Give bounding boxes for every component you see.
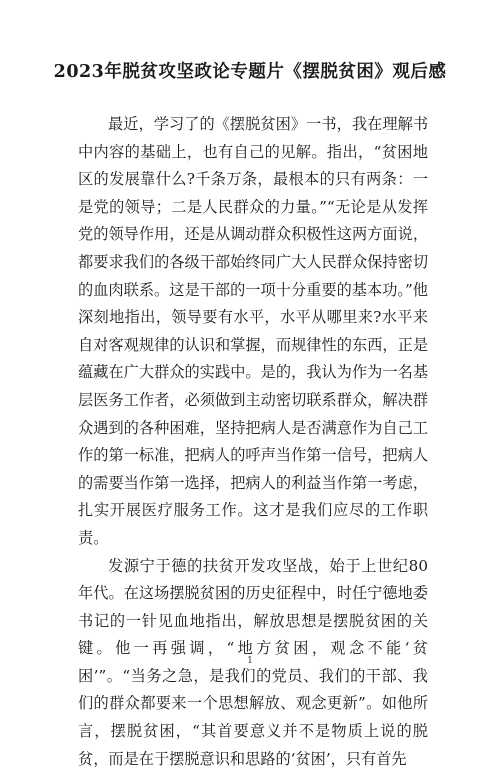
paragraph-1: 最近，学习了的《摆脱贫困》一书，我在理解书中内容的基础上，也有自己的见解。指出，“贫困地区的发展靠什么?千条万条，最根本的只有两条：一是党的领导；二是人民群众的力量。”“无论是从发挥党的领导作用，还是从调动群众积极性这两方面说，都要求我们的各级干部始终同广大人民群众保持密切的血肉联系。这是干部的一项十分重要的基本功。”他深刻地指出，领导要有水平，水平从哪里来?水平来自对客观规律的认识和掌握，而规律性的东西，正是蕴藏在广大群众的实践中。是的，我认为作为一名基层医务工作者，必须做到主动密切联系群众，解决群众遇到的各种困难，坚持把病人是否满意作为自己工作的第一标准，把病人的呼声当作第一信号，把病人的需要当作第一选择，把病人的利益当作第一考虑，扎实开展医疗服务工作。这才是我们应尽的工作职责。 <box>78 111 428 553</box>
page-number: 1 <box>0 656 500 666</box>
paragraph-2: 发源宁于德的扶贫开发攻坚战，始于上世纪80年代。在这场摆脱贫困的历史征程中，时任宁德地委书记的一针见血地指出，解放思想是摆脱贫困的关键。他一再强调，“地方贫困，观念不能‘贫困’”。“当务之急，是我们的党员、我们的干部、我们的群众都要来一个思想解放、观念更新”。如他所言，摆脱贫困，“其首要意义并不是物质上说的脱贫，而是在于摆脱意识和思路的‘贫困’，只有首先 <box>78 553 428 773</box>
document-body <box>78 111 428 773</box>
document-title: 2023年脱贫攻坚政论专题片《摆脱贫困》观后感 <box>0 58 500 83</box>
